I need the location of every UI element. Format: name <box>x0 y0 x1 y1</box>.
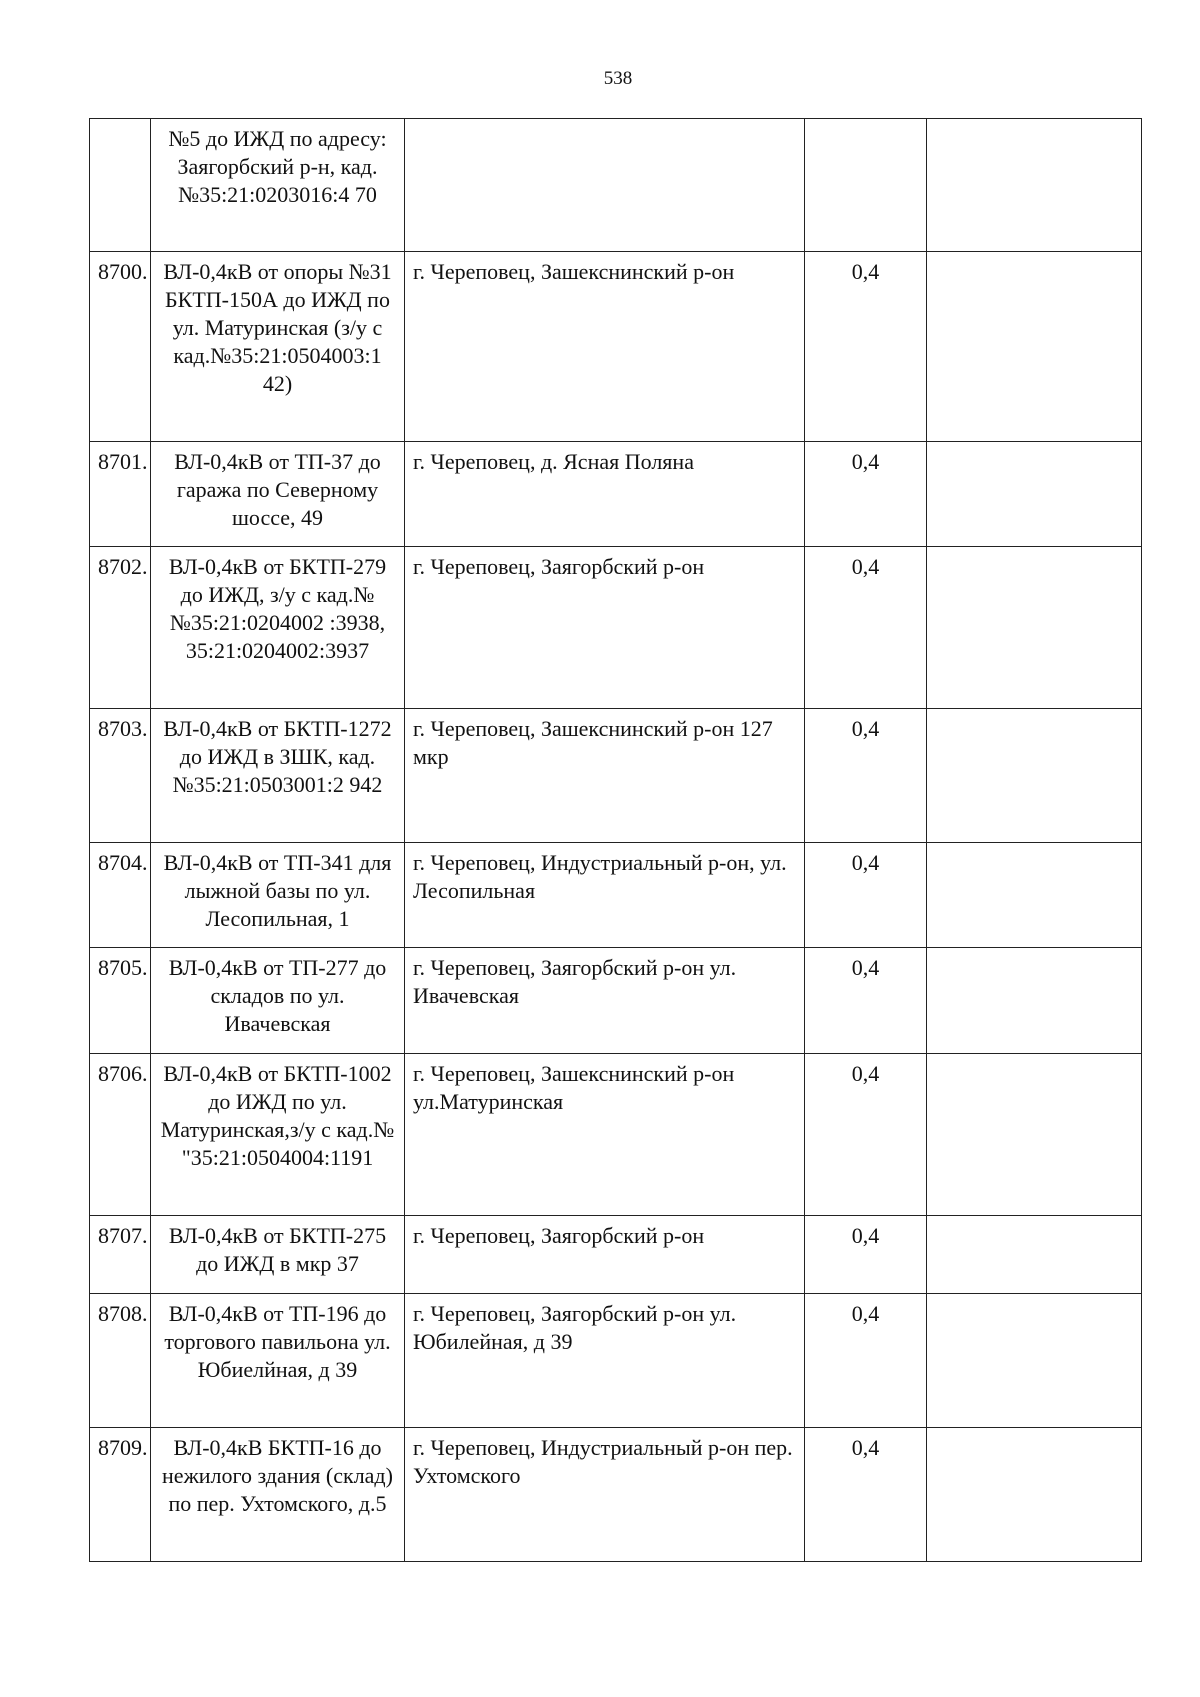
line-name-cell: №5 до ИЖД по адресу: Заягорбский р-н, кад.№35:21:0203016:4 70 <box>151 119 405 252</box>
row-number-cell: 8706. <box>90 1054 151 1216</box>
line-name-cell: ВЛ-0,4кВ от ТП-277 до складов по ул. Ивачевская <box>151 948 405 1054</box>
extra-cell <box>927 1054 1142 1216</box>
row-number-cell: 8703. <box>90 709 151 843</box>
voltage-cell: 0,4 <box>805 948 927 1054</box>
voltage-cell: 0,4 <box>805 843 927 948</box>
address-cell: г. Череповец, Зашекснинский р-он ул.Матуринская <box>405 1054 805 1216</box>
table-row <box>90 709 1142 843</box>
row-number-cell: 8704. <box>90 843 151 948</box>
table-row <box>90 442 1142 547</box>
extra-cell <box>927 252 1142 442</box>
extra-cell <box>927 1216 1142 1294</box>
voltage-cell: 0,4 <box>805 252 927 442</box>
address-cell: г. Череповец, Индустриальный р-он, ул. Лесопильная <box>405 843 805 948</box>
line-name-cell: ВЛ-0,4кВ БКТП-16 до нежилого здания (склад) по пер. Ухтомского, д.5 <box>151 1428 405 1562</box>
table-row <box>90 1054 1142 1216</box>
row-number-cell: 8701. <box>90 442 151 547</box>
extra-cell <box>927 843 1142 948</box>
row-number-cell: 8709. <box>90 1428 151 1562</box>
voltage-cell: 0,4 <box>805 442 927 547</box>
line-name-cell: ВЛ-0,4кВ от БКТП-279 до ИЖД, з/у с кад.№№35:21:0204002 :3938, 35:21:0204002:3937 <box>151 547 405 709</box>
address-cell: г. Череповец, Индустриальный р-он пер. Ухтомского <box>405 1428 805 1562</box>
line-name-cell: ВЛ-0,4кВ от БКТП-1272 до ИЖД в ЗШК, кад.№35:21:0503001:2 942 <box>151 709 405 843</box>
page-number: 538 <box>603 68 633 89</box>
row-number-cell: 8700. <box>90 252 151 442</box>
extra-cell <box>927 709 1142 843</box>
table-row <box>90 948 1142 1054</box>
voltage-cell <box>805 119 927 252</box>
voltage-cell: 0,4 <box>805 1216 927 1294</box>
line-name-cell: ВЛ-0,4кВ от БКТП-1002 до ИЖД по ул. Матуринская,з/у с кад.№ "35:21:0504004:1191 <box>151 1054 405 1216</box>
voltage-cell: 0,4 <box>805 1054 927 1216</box>
address-cell: г. Череповец, д. Ясная Поляна <box>405 442 805 547</box>
row-number-cell: 8708. <box>90 1294 151 1428</box>
extra-cell <box>927 948 1142 1054</box>
line-name-cell: ВЛ-0,4кВ от БКТП-275 до ИЖД в мкр 37 <box>151 1216 405 1294</box>
table-row <box>90 119 1142 252</box>
table-body <box>90 119 1142 1562</box>
extra-cell <box>927 1294 1142 1428</box>
line-name-cell: ВЛ-0,4кВ от ТП-341 для лыжной базы по ул. Лесопильная, 1 <box>151 843 405 948</box>
row-number-cell: 8702. <box>90 547 151 709</box>
address-cell: г. Череповец, Заягорбский р-он ул. Ивачевская <box>405 948 805 1054</box>
table-row <box>90 1216 1142 1294</box>
table-row <box>90 1428 1142 1562</box>
voltage-cell: 0,4 <box>805 547 927 709</box>
line-name-cell: ВЛ-0,4кВ от опоры №31 БКТП-150А до ИЖД по ул. Матуринская (з/у с кад.№35:21:0504003:1 42) <box>151 252 405 442</box>
address-cell: г. Череповец, Заягорбский р-он ул. Юбилейная, д 39 <box>405 1294 805 1428</box>
line-name-cell: ВЛ-0,4кВ от ТП-37 до гаража по Северному шоссе, 49 <box>151 442 405 547</box>
row-number-cell: 8707. <box>90 1216 151 1294</box>
line-name-cell: ВЛ-0,4кВ от ТП-196 до торгового павильона ул. Юбиелйная, д 39 <box>151 1294 405 1428</box>
voltage-cell: 0,4 <box>805 1294 927 1428</box>
address-cell: г. Череповец, Заягорбский р-он <box>405 547 805 709</box>
address-cell: г. Череповец, Зашекснинский р-он <box>405 252 805 442</box>
extra-cell <box>927 442 1142 547</box>
row-number-cell <box>90 119 151 252</box>
table-row <box>90 547 1142 709</box>
row-number-cell: 8705. <box>90 948 151 1054</box>
registry-table <box>89 118 1142 1562</box>
address-cell: г. Череповец, Заягорбский р-он <box>405 1216 805 1294</box>
voltage-cell: 0,4 <box>805 1428 927 1562</box>
extra-cell <box>927 119 1142 252</box>
extra-cell <box>927 547 1142 709</box>
address-cell <box>405 119 805 252</box>
table-row <box>90 1294 1142 1428</box>
table-row <box>90 843 1142 948</box>
voltage-cell: 0,4 <box>805 709 927 843</box>
table-row <box>90 252 1142 442</box>
address-cell: г. Череповец, Зашекснинский р-он 127 мкр <box>405 709 805 843</box>
extra-cell <box>927 1428 1142 1562</box>
